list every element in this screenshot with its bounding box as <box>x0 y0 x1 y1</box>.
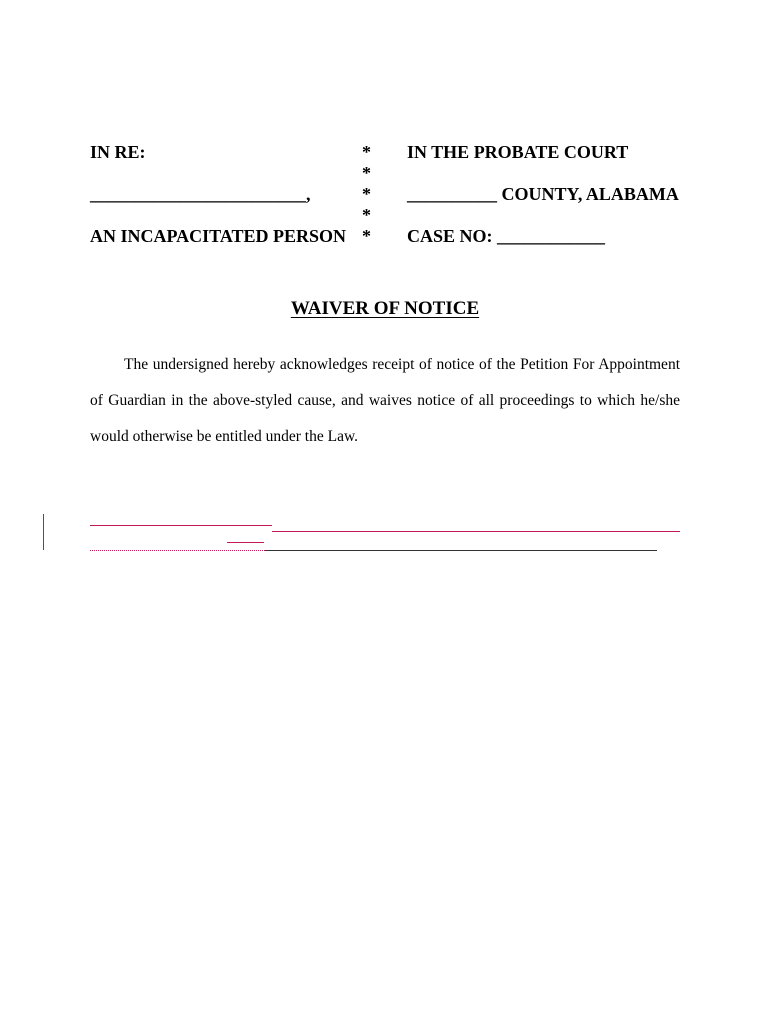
signature-line-dotted <box>90 550 265 551</box>
signature-line-long[interactable] <box>272 531 680 532</box>
document-title: WAIVER OF NOTICE <box>290 298 480 319</box>
second-signature-line[interactable] <box>265 550 657 551</box>
caption-star: * <box>362 163 371 183</box>
case-number-blank: ____________ <box>497 226 606 246</box>
respondent-name-blank: ________________________, <box>90 184 311 204</box>
body-line-3: would otherwise be entitled under the Law. <box>90 428 359 445</box>
county-blank: __________ <box>407 184 497 204</box>
caption-star: * <box>362 142 371 162</box>
caption-star: * <box>362 205 371 225</box>
body-line-1: The undersigned hereby acknowledges receipt of notice of the Petition For Appointment <box>124 356 680 373</box>
case-number-line <box>407 225 605 247</box>
body-line-2: of Guardian in the above-styled cause, and waives notice of all proceedings to which he/she <box>90 392 680 409</box>
in-re-label: IN RE: <box>90 142 146 162</box>
change-bar <box>43 514 44 550</box>
probate-court-label: IN THE PROBATE COURT <box>407 142 629 162</box>
case-number-label: CASE NO: <box>407 226 493 246</box>
incapacitated-person-label: AN INCAPACITATED PERSON <box>90 226 347 246</box>
county-label: COUNTY, ALABAMA <box>501 184 679 204</box>
signature-line-short[interactable] <box>90 525 272 526</box>
caption-star: * <box>362 184 371 204</box>
signature-line-fragment <box>227 542 264 543</box>
county-line <box>407 183 679 205</box>
caption-star: * <box>362 226 371 246</box>
